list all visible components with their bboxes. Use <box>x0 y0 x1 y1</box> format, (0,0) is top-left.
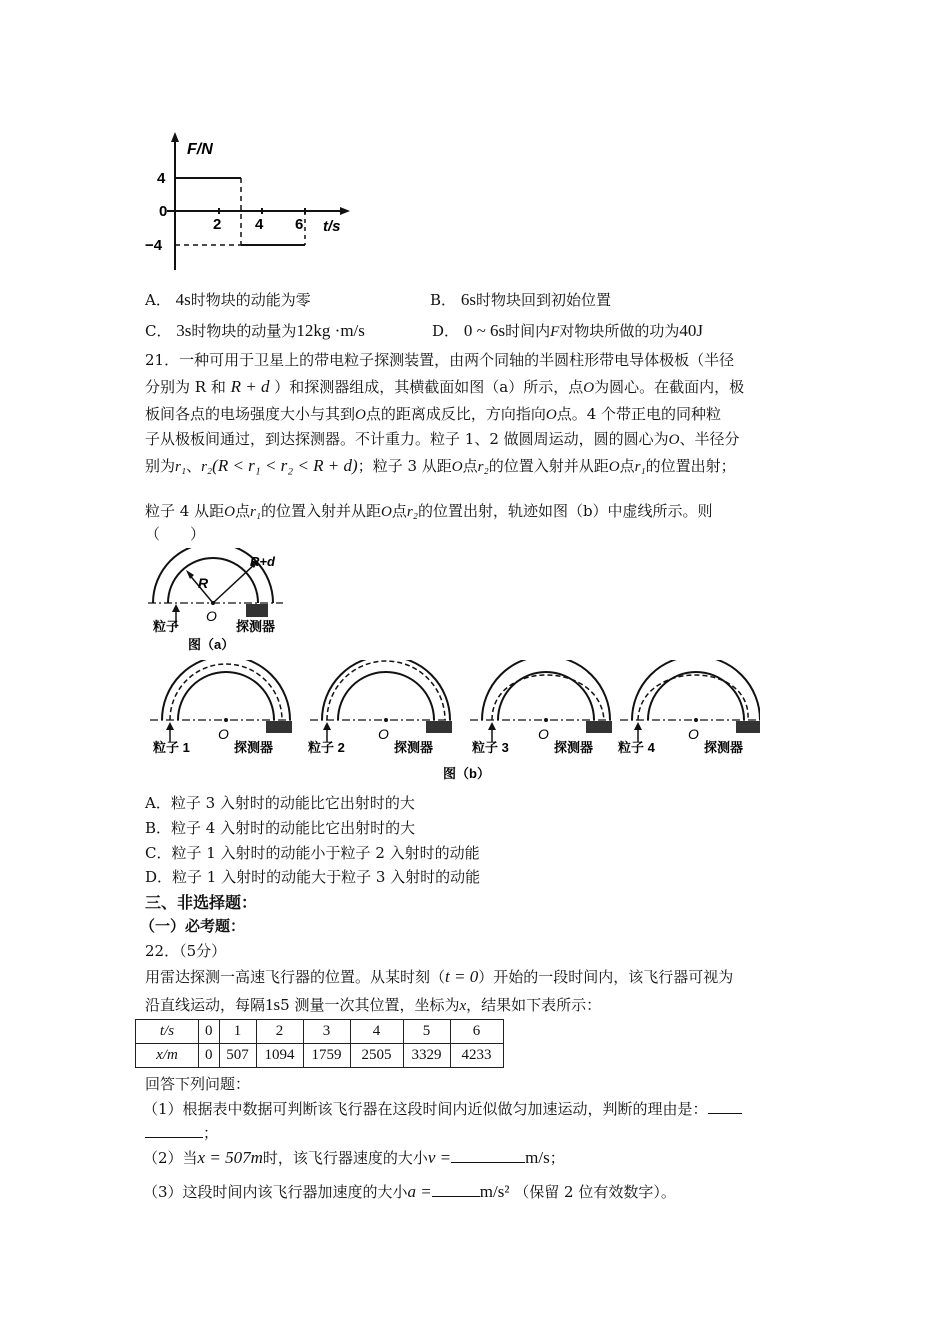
fig-b-panel-4-particle: 粒子 4 <box>618 740 655 755</box>
fig-b-panel-3-detector: 探测器 <box>554 740 594 755</box>
fig-b-panel-1 <box>150 660 293 755</box>
fig-b-panel-2-detector: 探测器 <box>394 740 434 755</box>
q22-part1: （1）根据表中数据可判断该飞行器在这段时间内近似做匀加速运动，判断的理由是： <box>143 1098 742 1120</box>
q22-data-table <box>135 1019 504 1068</box>
q22-part3: （3）这段时间内该飞行器加速度的大小a = m/s² （保留 2 位有效数字）。 <box>143 1182 676 1201</box>
fig-b-panel-3 <box>470 660 613 755</box>
fig-b-panel-1-particle: 粒子 1 <box>153 740 190 755</box>
fig-a-detector-label: 探测器 <box>236 619 276 634</box>
x-tick-6: 6 <box>295 216 304 233</box>
q22-line1: 用雷达探测一高速飞行器的位置。从某时刻（t = 0）开始的一段时间内，该飞行器可视为 <box>145 967 734 986</box>
q20-option-c[interactable]: C． 3s时物块的动量为12kg ·m/s <box>145 321 365 340</box>
fig-a-R-label: R <box>198 575 209 591</box>
q22-part1-blank-a[interactable] <box>708 1113 742 1114</box>
q20-option-a[interactable]: A． 4s时物块的动能为零 <box>145 290 311 309</box>
table-row: t/s 0 1 2 3 4 5 6 <box>136 1020 504 1044</box>
section-title: 三、非选择题： <box>145 893 258 912</box>
y-tick-neg4: −4 <box>145 237 163 254</box>
fig-b-panel-4-detector: 探测器 <box>704 740 744 755</box>
x-tick-4: 4 <box>255 216 264 233</box>
x-axis-label: t/s <box>323 218 341 235</box>
figure-b <box>148 660 760 785</box>
fig-b-panel-3-O: O <box>538 726 549 742</box>
force-time-graph <box>145 128 355 278</box>
fig-b-caption: 图（b） <box>443 766 490 781</box>
table-row: x/m 0 507 1094 1759 2505 3329 4233 <box>136 1044 504 1068</box>
fig-b-panel-1-detector: 探测器 <box>234 740 274 755</box>
q22-header: 22．（5分） <box>145 942 227 960</box>
y-axis-label: F/N <box>187 141 213 158</box>
y-tick-4: 4 <box>157 170 166 187</box>
q21-option-c[interactable]: C．粒子 1 入射时的动能小于粒子 2 入射时的动能 <box>145 844 480 862</box>
q22-line2: 沿直线运动，每隔1s5 测量一次其位置，坐标为x，结果如下表所示： <box>145 995 602 1014</box>
q21-option-b[interactable]: B．粒子 4 入射时的动能比它出射时的大 <box>145 819 416 837</box>
q21-option-a[interactable]: A．粒子 3 入射时的动能比它出射时的大 <box>145 794 415 812</box>
y-tick-0: 0 <box>159 203 168 220</box>
fig-b-panel-4-O: O <box>688 726 699 742</box>
fig-a-Rd-label: R+d <box>250 554 275 569</box>
q22-velocity-blank[interactable] <box>451 1162 525 1163</box>
x-tick-2: 2 <box>213 216 222 233</box>
figure-a <box>148 548 293 653</box>
fig-b-panel-3-particle: 粒子 3 <box>472 740 509 755</box>
fig-b-panel-2-particle: 粒子 2 <box>308 740 345 755</box>
section-subtitle: （一）必考题： <box>140 917 246 935</box>
q20-option-d[interactable]: D． 0 ~ 6s时间内F对物块所做的功为40J <box>432 321 703 340</box>
q22-part1-cont: ； <box>145 1122 218 1144</box>
fig-a-particle-label: 粒子 <box>153 619 180 634</box>
fig-a-O-label: O <box>206 608 217 624</box>
q22-part1-blank-b[interactable] <box>145 1137 203 1138</box>
q22-acceleration-blank[interactable] <box>432 1196 480 1197</box>
fig-b-panel-2-O: O <box>378 726 389 742</box>
q20-option-b[interactable]: B． 6s时物块回到初始位置 <box>430 290 611 309</box>
q22-part2: （2）当x = 507m时，该飞行器速度的大小v = m/s； <box>143 1148 565 1167</box>
q21-option-d[interactable]: D．粒子 1 入射时的动能大于粒子 3 入射时的动能 <box>145 868 481 886</box>
fig-a-detector <box>246 604 268 617</box>
fig-a-caption: 图（a） <box>188 637 235 652</box>
fig-b-panel-1-O: O <box>218 726 229 742</box>
fig-b-panel-4 <box>618 660 760 755</box>
q22-answer-intro: 回答下列问题： <box>145 1075 251 1093</box>
fig-b-panel-2 <box>308 660 453 755</box>
